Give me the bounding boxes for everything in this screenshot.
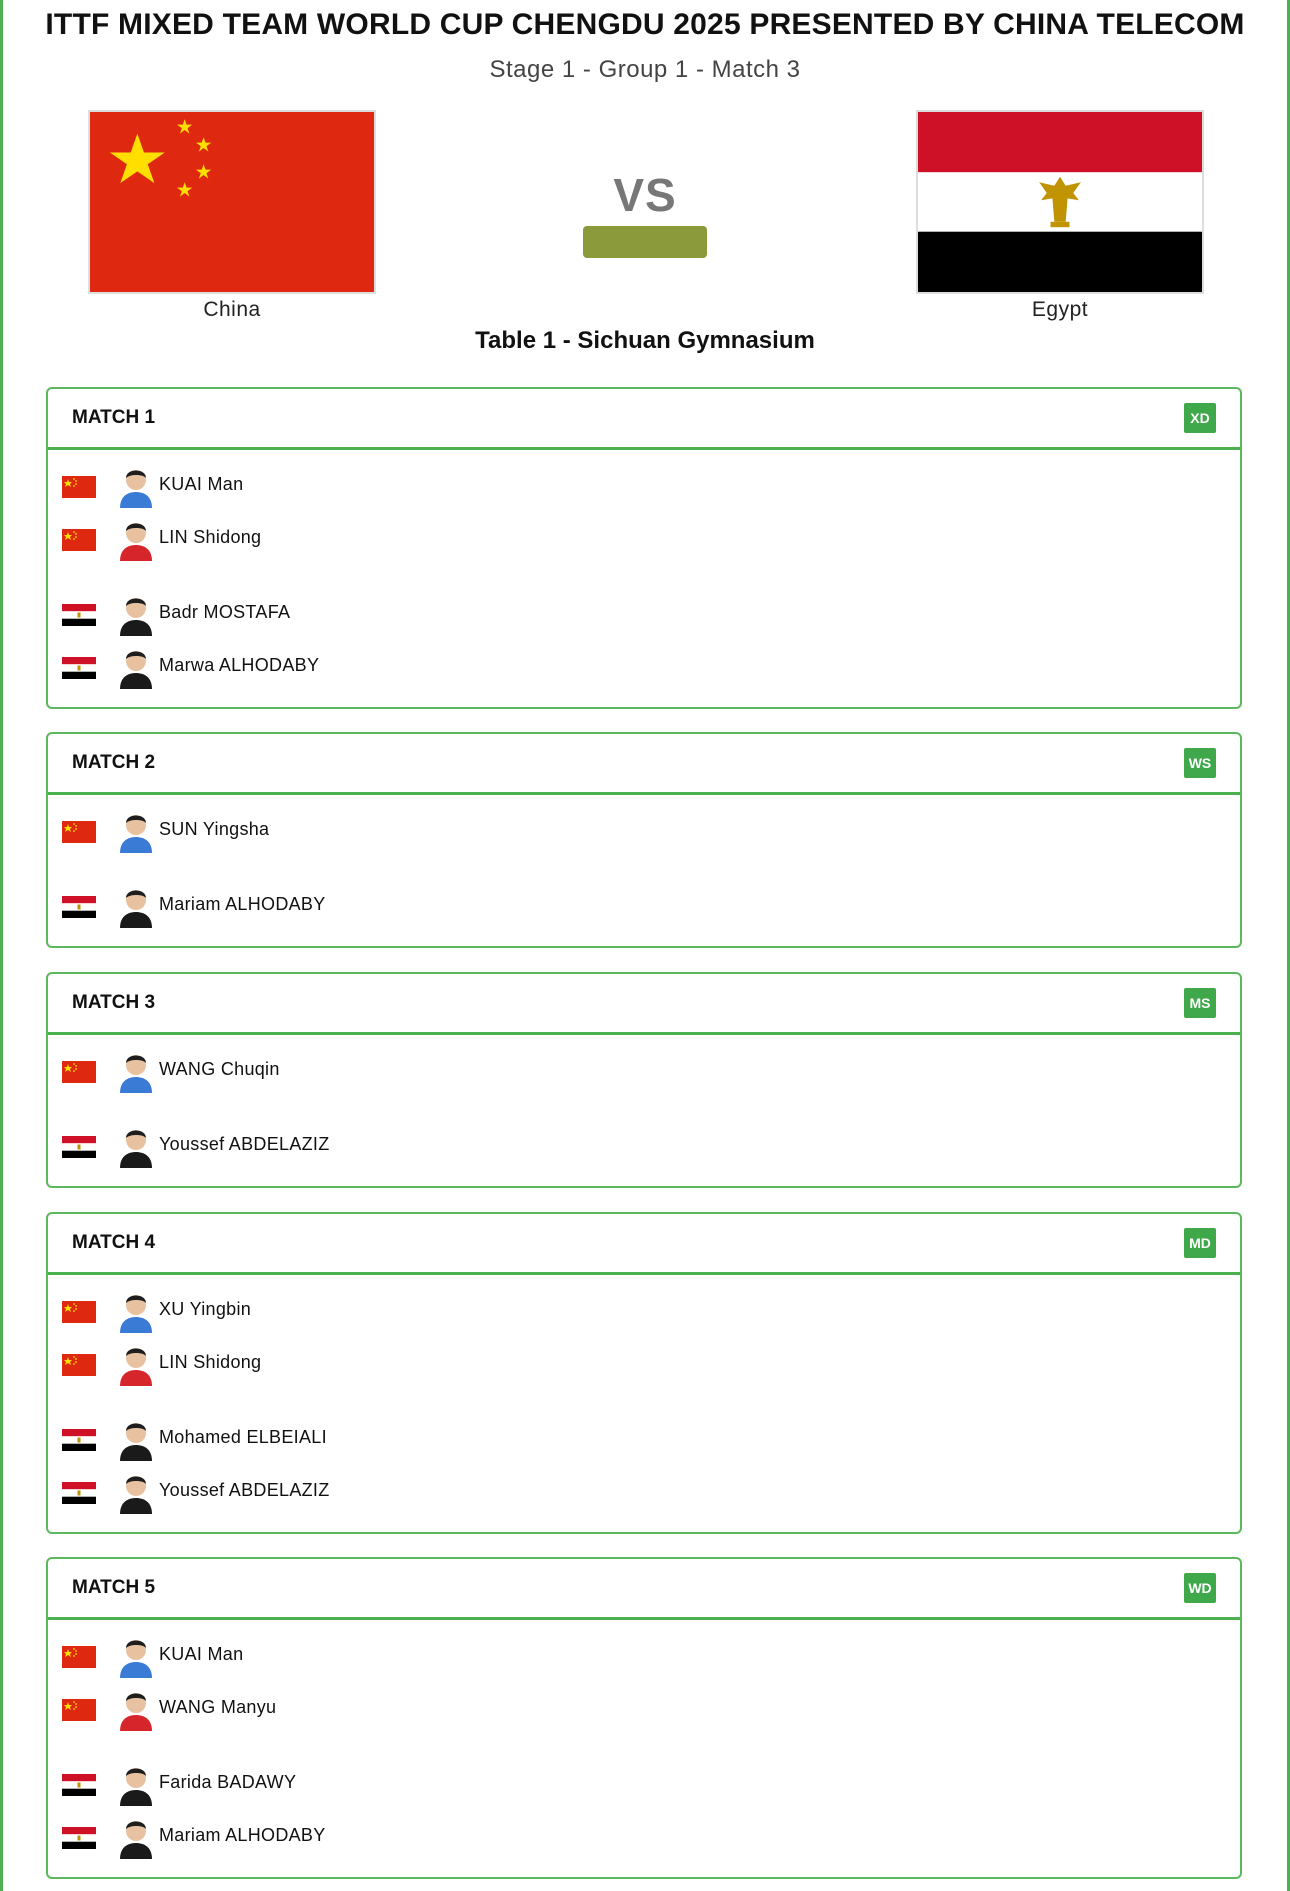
match-header xyxy=(48,389,1240,450)
player-avatar-icon xyxy=(116,1762,156,1806)
match-type-badge: WS xyxy=(1184,748,1216,778)
player-avatar-icon xyxy=(116,645,156,689)
player-name[interactable]: Youssef ABDELAZIZ xyxy=(159,1134,330,1154)
player-avatar-icon xyxy=(116,464,156,508)
china-flag-icon xyxy=(62,821,96,843)
china-flag-icon xyxy=(62,1301,96,1323)
player-name[interactable]: Mariam ALHODABY xyxy=(159,894,326,914)
player-name[interactable]: Farida BADAWY xyxy=(159,1772,297,1792)
home-team-name: China xyxy=(203,298,261,321)
player-avatar-icon xyxy=(116,1815,156,1859)
egypt-flag-icon xyxy=(62,657,96,679)
player-avatar-icon xyxy=(116,1687,156,1731)
match-card[interactable] xyxy=(46,972,1242,1188)
player-avatar-icon xyxy=(116,1124,156,1168)
player-name[interactable]: Youssef ABDELAZIZ xyxy=(159,1480,330,1500)
event-title: ITTF MIXED TEAM WORLD CUP CHENGDU 2025 PRESENTED BY CHINA TELECOM xyxy=(45,8,1245,41)
vs-label: VS xyxy=(613,169,677,221)
china-flag-icon xyxy=(62,1646,96,1668)
china-flag-icon xyxy=(62,476,96,498)
stage-subtitle: Stage 1 - Group 1 - Match 3 xyxy=(489,56,801,83)
player-name[interactable]: Badr MOSTAFA xyxy=(159,602,291,622)
match-title: MATCH 1 xyxy=(72,407,156,428)
match-type-badge: XD xyxy=(1184,403,1216,433)
match-title: MATCH 2 xyxy=(72,752,156,773)
match-type-badge: WD xyxy=(1184,1573,1216,1603)
china-flag-icon xyxy=(62,1699,96,1721)
egypt-flag-icon xyxy=(62,1136,96,1158)
egypt-flag-icon xyxy=(62,896,96,918)
player-name[interactable]: KUAI Man xyxy=(159,474,244,494)
player-name[interactable]: LIN Shidong xyxy=(159,1352,262,1372)
player-avatar-icon xyxy=(116,1342,156,1386)
home-team[interactable] xyxy=(88,110,376,322)
match-card[interactable] xyxy=(46,387,1242,709)
egypt-flag-icon xyxy=(62,604,96,626)
egypt-flag-icon xyxy=(62,1827,96,1849)
china-flag-icon xyxy=(62,529,96,551)
player-avatar-icon xyxy=(116,1634,156,1678)
player-avatar-icon xyxy=(116,592,156,636)
egypt-flag-icon xyxy=(62,1774,96,1796)
player-avatar-icon xyxy=(116,809,156,853)
match-header xyxy=(48,1559,1240,1620)
player-name[interactable]: LIN Shidong xyxy=(159,527,262,547)
match-card[interactable] xyxy=(46,1557,1242,1879)
china-flag-icon xyxy=(88,110,376,294)
player-name[interactable]: KUAI Man xyxy=(159,1644,244,1664)
match-type-badge: MD xyxy=(1184,1228,1216,1258)
player-name[interactable]: Mohamed ELBEIALI xyxy=(159,1427,327,1447)
match-type-badge: MS xyxy=(1184,988,1216,1018)
egypt-flag-icon xyxy=(916,110,1204,294)
venue-label: Table 1 - Sichuan Gymnasium xyxy=(475,327,815,354)
player-avatar-icon xyxy=(116,884,156,928)
player-name[interactable]: SUN Yingsha xyxy=(159,819,270,839)
china-flag-icon xyxy=(62,1354,96,1376)
egypt-flag-icon xyxy=(62,1429,96,1451)
player-name[interactable]: WANG Manyu xyxy=(159,1697,277,1717)
egypt-flag-icon xyxy=(62,1482,96,1504)
match-header xyxy=(48,1214,1240,1275)
score-bar xyxy=(583,226,707,258)
player-name[interactable]: Mariam ALHODABY xyxy=(159,1825,326,1845)
match-header xyxy=(48,974,1240,1035)
player-name[interactable]: XU Yingbin xyxy=(159,1299,252,1319)
away-team[interactable] xyxy=(916,110,1204,322)
player-avatar-icon xyxy=(116,1049,156,1093)
match-header xyxy=(48,734,1240,795)
player-name[interactable]: Marwa ALHODABY xyxy=(159,655,320,675)
match-card[interactable] xyxy=(46,732,1242,948)
match-card[interactable] xyxy=(46,1212,1242,1534)
china-flag-icon xyxy=(62,1061,96,1083)
player-avatar-icon xyxy=(116,1289,156,1333)
match-title: MATCH 3 xyxy=(72,992,156,1013)
player-avatar-icon xyxy=(116,1470,156,1514)
away-team-name: Egypt xyxy=(1031,298,1089,321)
player-name[interactable]: WANG Chuqin xyxy=(159,1059,280,1079)
match-title: MATCH 4 xyxy=(72,1232,156,1253)
player-avatar-icon xyxy=(116,517,156,561)
match-title: MATCH 5 xyxy=(72,1577,156,1598)
player-avatar-icon xyxy=(116,1417,156,1461)
